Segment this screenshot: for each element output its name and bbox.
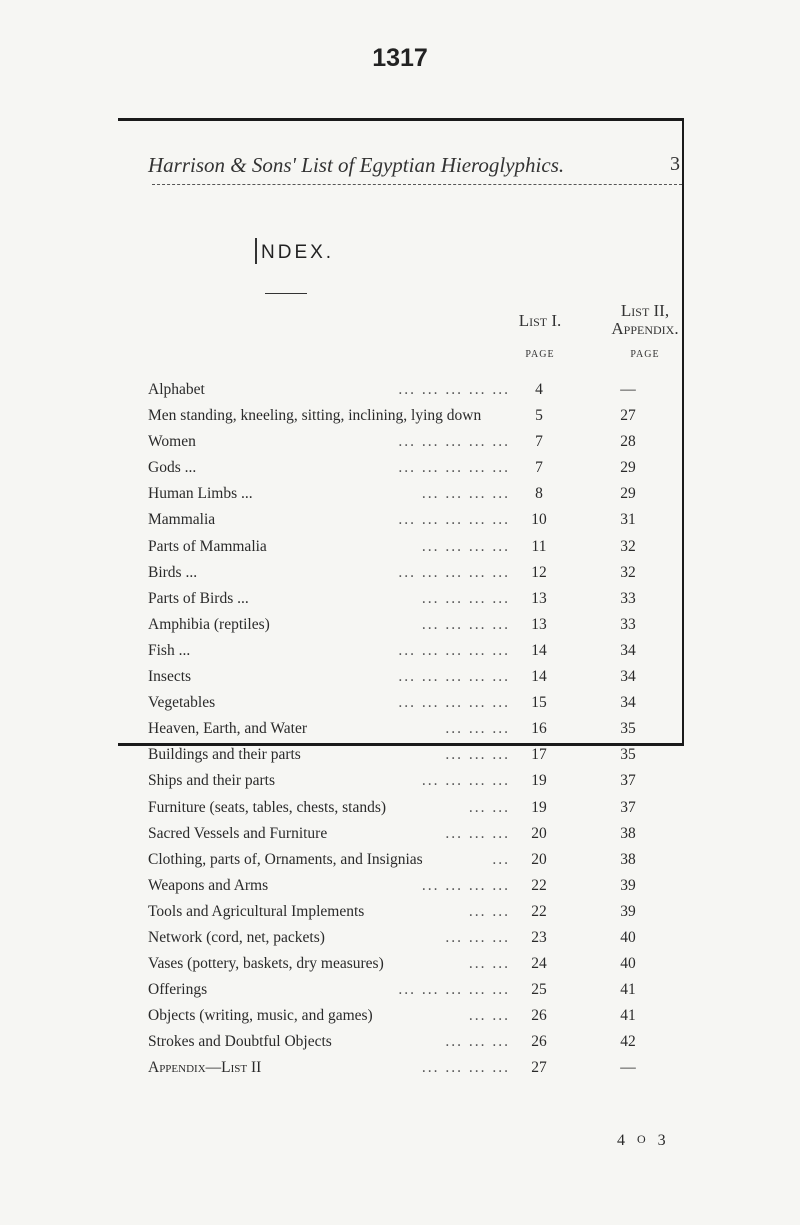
index-entry-page-list2: 35 [620,746,636,764]
index-entry-label: Network (cord, net, packets) [148,928,325,946]
index-entry-page-list1: 4 [535,381,543,398]
index-entry-page-list1: 22 [531,876,547,894]
index-entry-label: Vases (pottery, baskets, dry measures) [148,955,384,973]
column-header-list2-line2: Appendix. [611,319,679,338]
index-entry-page-list1: 25 [531,981,547,999]
index-entry-page-list2: 37 [620,798,636,816]
index-entry-page-list1: 13 [531,615,547,633]
index-entry-page-list2: 38 [620,850,636,868]
index-entry-leader: ... ... [468,798,510,816]
index-entry-page-list1: 5 [535,407,543,425]
index-row [148,455,682,481]
index-row [148,847,682,873]
index-entry-leader: ... ... ... ... [421,615,510,633]
index-entry-leader: ... ... ... ... ... [398,563,510,581]
index-entry-page-list2: 39 [620,902,636,920]
index-entry-label: Strokes and Doubtful Objects [148,1033,332,1051]
index-entry-page-list2: 40 [620,928,636,946]
index-row [148,612,682,638]
index-entry-label: Mammalia [148,511,216,529]
index-entry-page-list1: 7 [535,459,543,477]
index-entry-label: Parts of Mammalia [148,537,267,555]
index-entry-page-list2: 34 [620,694,636,712]
index-row [148,1029,682,1055]
index-entry-label: Vegetables [148,694,216,712]
signature-mark [617,1132,670,1150]
index-entry-label: Fish ... [148,641,191,659]
index-entry-leader: ... ... ... ... ... [398,433,510,451]
index-entry-leader: ... ... ... [445,720,510,738]
index-row [148,481,682,507]
index-entry-page-list1: 26 [531,1033,547,1051]
index-entry-leader: ... ... ... [445,928,510,946]
index-entry-page-list1: 20 [531,824,547,842]
index-entry-page-list1: 19 [531,772,547,790]
index-entry-page-list1: 17 [531,746,547,764]
index-entry-page-list1: 10 [531,511,547,529]
index-row [148,403,682,429]
running-head-title: Harrison & Sons' List of Egyptian Hieroglyphics. [148,153,565,177]
index-entry-leader: ... [492,850,510,868]
index-entry-leader: ... ... ... ... ... [398,668,510,686]
index-entry-leader: ... ... ... [445,1033,510,1051]
index-row [148,429,682,455]
index-entry-label: Heaven, Earth, and Water [148,720,307,738]
index-entry-page-list2: 29 [620,459,636,477]
index-entry-leader: ... ... ... ... [421,537,510,555]
index-heading-text: NDEX. [261,242,335,263]
index-entry-page-list1: 8 [535,485,543,503]
index-entry-label: Women [148,433,196,451]
index-entry-label: Gods ... [148,459,197,477]
index-entry-page-list1: 24 [531,955,547,973]
header-rule [152,184,682,185]
column-header-list2-line1: List II, [620,301,670,320]
index-row [148,586,682,612]
index-entry-leader: ... ... ... [445,824,510,842]
index-entry-page-list1: 16 [531,720,547,738]
index-entry-label: Ships and their parts [148,772,275,790]
index-row [148,977,682,1003]
index-entry-label: Appendix—List II [148,1059,262,1077]
index-entry-page-list2: 29 [620,485,636,503]
index-entry-page-list1: 12 [531,563,547,581]
index-row [148,507,682,533]
index-entry-page-list2: 41 [620,1007,636,1025]
index-row [148,951,682,977]
index-row [148,716,682,742]
running-head-page: 3 [670,153,680,175]
index-row [148,638,682,664]
index-entry-label: Offerings [148,981,208,999]
index-entry-label: Buildings and their parts [148,746,301,764]
index-entry-page-list2: 38 [620,824,636,842]
index-row [148,1003,682,1029]
index-entry-leader: ... ... ... ... ... [398,981,510,999]
index-row [148,690,682,716]
index-entry-page-list2: 34 [620,641,636,659]
index-entry-leader: ... ... ... ... ... [398,459,510,477]
index-entry-page-list2: 28 [620,433,636,451]
index-entry-page-list1: 14 [531,641,547,659]
index-entry-label: Birds ... [148,563,198,581]
index-entry-page-list2: — [620,381,636,398]
index-entry-page-list2: 42 [620,1033,636,1051]
index-row [148,560,682,586]
heading-rule [265,293,307,294]
index-entry-label: Insects [148,668,192,686]
index-heading [255,238,334,264]
index-entry-leader: ... ... ... ... ... [398,641,510,659]
page-number: 1317 [372,44,428,72]
index-entry-leader: ... ... ... [445,746,510,764]
index-entry-page-list1: 22 [531,902,547,920]
index-entry-leader: ... ... ... ... [421,485,510,503]
signature-mark-b: 3 [657,1132,670,1149]
index-entry-label: Tools and Agricultural Implements [148,902,365,920]
index-row [148,899,682,925]
index-row [148,821,682,847]
index-entry-leader: ... ... [468,902,510,920]
index-entry-page-list1: 11 [531,537,547,555]
index-entry-page-list1: 7 [535,433,543,451]
index-entry-page-list2: 41 [620,981,636,999]
index-entry-page-list1: 20 [531,850,547,868]
index-entry-page-list2: 31 [620,511,636,529]
index-entry-page-list1: 27 [531,1059,547,1077]
index-entry-page-list2: 27 [620,407,636,425]
index-row [148,795,682,821]
index-row [148,664,682,690]
index-entry-label: Amphibia (reptiles) [148,615,270,633]
index-entry-page-list2: 34 [620,668,636,686]
index-entry-label: Weapons and Arms [148,876,269,894]
index-entry-page-list2: 32 [620,563,636,581]
index-entry-leader: ... ... ... ... [421,589,510,607]
index-entry-leader: ... ... ... ... ... [398,511,510,529]
index-entry-page-list1: 14 [531,668,547,686]
index-entry-label: Clothing, parts of, Ornaments, and Insignias [148,850,423,868]
index-entry-label: Sacred Vessels and Furniture [148,824,328,842]
index-entry-leader: ... ... ... ... ... [398,381,510,398]
running-head [148,153,678,178]
index-entry-label: Alphabet [148,381,205,398]
index-entry-leader: ... ... [468,1007,510,1025]
index-entry-page-list1: 19 [531,798,547,816]
column-sub-list1: PAGE [525,349,555,360]
index-entry-page-list1: 26 [531,1007,547,1025]
index-entry-label: Men standing, kneeling, sitting, inclining, lying down [148,407,482,425]
index-entry-leader: ... ... ... ... ... [398,694,510,712]
index-table [148,377,682,1082]
index-entry-page-list2: 37 [620,772,636,790]
index-entry-page-list2: 40 [620,955,636,973]
index-entry-page-list2: 33 [620,615,636,633]
index-entry-page-list2: 33 [620,589,636,607]
signature-mark-o: O [637,1132,650,1146]
index-row [148,742,682,768]
index-entry-page-list1: 13 [531,589,547,607]
index-entry-label: Parts of Birds ... [148,589,249,607]
index-entry-page-list2: — [620,1059,636,1077]
index-entry-leader: ... ... ... ... [421,1059,510,1077]
index-entry-label: Furniture (seats, tables, chests, stands) [148,798,387,816]
column-header-list1: List I. [518,311,562,330]
index-row [148,1055,682,1081]
index-entry-page-list2: 32 [620,537,636,555]
index-entry-page-list1: 15 [531,694,547,712]
index-entry-page-list1: 23 [531,928,547,946]
index-row [148,377,682,403]
index-entry-label: Objects (writing, music, and games) [148,1007,373,1025]
index-row [148,768,682,794]
signature-mark-a: 4 [617,1132,629,1149]
index-entry-page-list2: 35 [620,720,636,738]
index-entry-leader: ... ... ... ... [421,772,510,790]
index-row [148,925,682,951]
index-entry-leader: ... ... [468,955,510,973]
index-entry-leader: ... ... ... ... [421,876,510,894]
column-sub-list2: PAGE [630,349,660,360]
index-entry-page-list2: 39 [620,876,636,894]
index-row [148,534,682,560]
index-row [148,873,682,899]
index-entry-label: Human Limbs ... [148,485,253,503]
